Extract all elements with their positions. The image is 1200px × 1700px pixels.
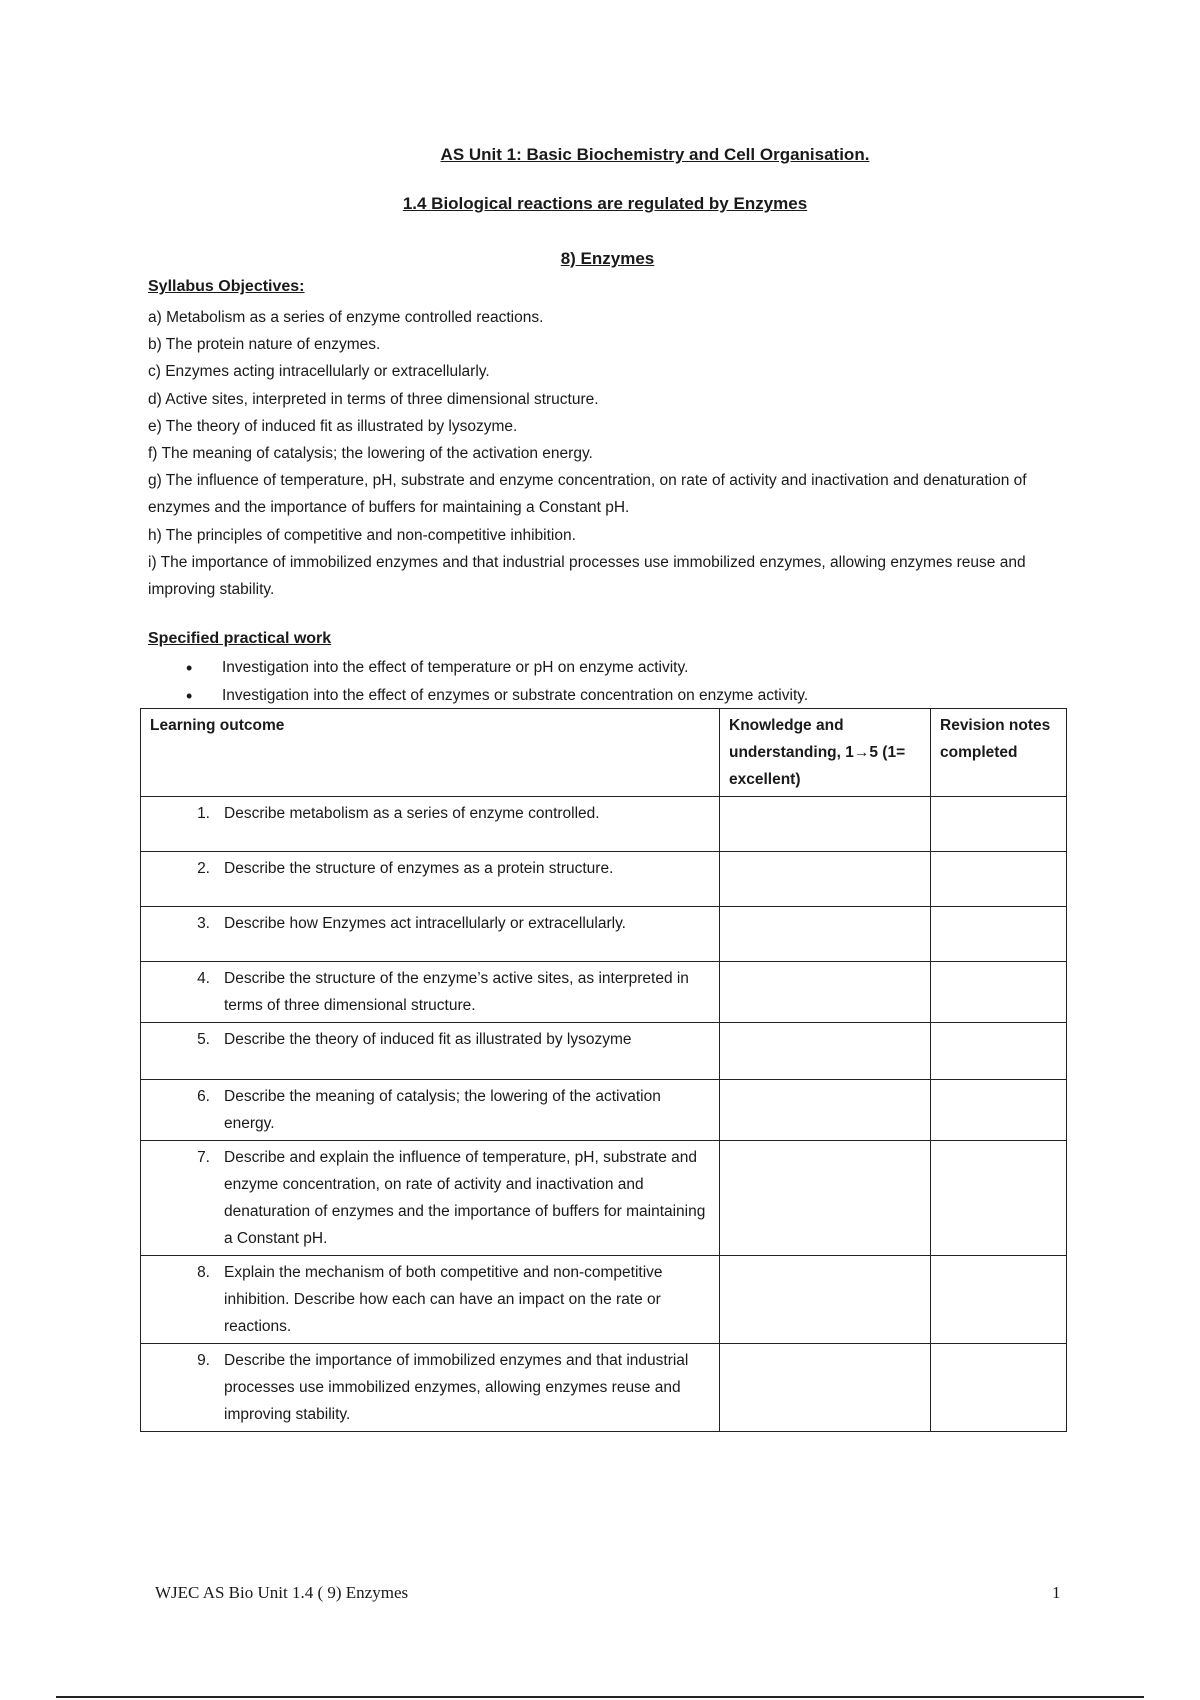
practical-work-title: Specified practical work [148,630,332,647]
objective-item: f) The meaning of catalysis; the lowering of the activation energy. [148,445,593,463]
objective-item: g) The influence of temperature, pH, substrate and enzyme concentration, on rate of activity and inactivation and denaturation of enzymes and the importance of buffers for maintaining a Constant pH. [148,472,1027,517]
objective-item: i) The importance of immobilized enzymes and that industrial processes use immobilized enzymes, allowing enzymes reuse and improving stability. [148,553,1026,599]
table-row [141,797,1067,852]
outcome-number: 5. [197,1031,210,1048]
outcome-text: Describe and explain the influence of temperature, pH, substrate and enzyme concentration, on rate of activity and inactivation and denaturation of enzymes and the importance of buffers for maintaining a Constant pH. [224,1149,706,1247]
outcome-number: 4. [197,970,210,987]
outcome-number: 1. [197,805,210,822]
outcome-number: 3. [197,915,210,932]
revision-notes-cell[interactable] [931,1344,1067,1432]
revision-notes-cell[interactable] [931,907,1067,962]
table-header-row [141,709,1067,797]
outcome-text: Describe how Enzymes act intracellularly or extracellularly. [224,915,626,932]
table-row [141,1141,1067,1256]
knowledge-rating-cell[interactable] [720,1141,931,1256]
section-title: 8) Enzymes [560,249,655,268]
table-row [141,1344,1067,1432]
knowledge-rating-cell[interactable] [720,1023,931,1080]
outcome-text: Explain the mechanism of both competitive and non-competitive inhibition. Describe how each can have an impact on the rate or reactions. [224,1264,663,1335]
outcome-text: Describe the meaning of catalysis; the lowering of the activation energy. [224,1088,661,1132]
outcome-number: 2. [197,860,210,877]
revision-notes-cell[interactable] [931,1080,1067,1141]
outcome-text: Describe the structure of enzymes as a protein structure. [224,860,614,877]
outcome-text: Describe metabolism as a series of enzyme controlled. [224,805,600,822]
outcome-number: 8. [197,1264,210,1281]
syllabus-objectives-title: Syllabus Objectives: [148,278,305,295]
table-row [141,1256,1067,1344]
practical-item: • Investigation into the effect of enzymes or substrate concentration on enzyme activity. [186,682,808,710]
header-revision: Revision notes completed [931,709,1067,797]
knowledge-rating-cell[interactable] [720,962,931,1023]
outcome-text: Describe the structure of the enzyme’s active sites, as interpreted in terms of three dimensional structure. [224,970,689,1014]
revision-notes-cell[interactable] [931,1141,1067,1256]
objective-item: a) Metabolism as a series of enzyme controlled reactions. [148,309,544,326]
outcome-number: 6. [197,1088,210,1105]
revision-notes-cell[interactable] [931,797,1067,852]
bottom-rule [56,1696,1144,1698]
objective-item: e) The theory of induced fit as illustrated by lysozyme. [148,417,518,435]
revision-notes-cell[interactable] [931,1023,1067,1080]
practical-item: • Investigation into the effect of temperature or pH on enzyme activity. [186,654,808,682]
objective-item: c) Enzymes acting intracellularly or extracellularly. [148,363,490,381]
knowledge-rating-cell[interactable] [720,907,931,962]
syllabus-objectives-list [148,304,1048,603]
topic-title: 1.4 Biological reactions are regulated by Enzymes [402,194,808,213]
knowledge-rating-cell[interactable] [720,797,931,852]
knowledge-rating-cell[interactable] [720,852,931,907]
knowledge-rating-cell[interactable] [720,1344,931,1432]
practical-work-list [186,654,808,710]
revision-notes-cell[interactable] [931,852,1067,907]
table-row [141,907,1067,962]
outcome-text: Describe the theory of induced fit as illustrated by lysozyme [224,1031,632,1048]
objective-item: h) The principles of competitive and non-competitive inhibition. [148,526,576,544]
table-row [141,1023,1067,1080]
unit-title: AS Unit 1: Basic Biochemistry and Cell Organisation. [440,145,870,164]
table-row [141,1080,1067,1141]
outcome-number: 7. [197,1149,210,1166]
footer-text: WJEC AS Bio Unit 1.4 ( 9) Enzymes [155,1583,409,1602]
outcome-number: 9. [197,1352,210,1369]
revision-notes-cell[interactable] [931,1256,1067,1344]
objective-item: b) The protein nature of enzymes. [148,336,381,354]
knowledge-rating-cell[interactable] [720,1256,931,1344]
table-row [141,962,1067,1023]
revision-notes-cell[interactable] [931,962,1067,1023]
outcome-text: Describe the importance of immobilized enzymes and that industrial processes use immobilized enzymes, allowing enzymes reuse and improving stability. [224,1352,689,1423]
header-knowledge: Knowledge and understanding, 1→5 (1= excellent) [720,709,931,797]
learning-outcomes-table [140,708,1067,1432]
table-row [141,852,1067,907]
knowledge-rating-cell[interactable] [720,1080,931,1141]
objective-item: d) Active sites, interpreted in terms of three dimensional structure. [148,390,599,408]
page-number: 1 [1052,1583,1061,1602]
header-learning-outcome: Learning outcome [141,709,720,797]
